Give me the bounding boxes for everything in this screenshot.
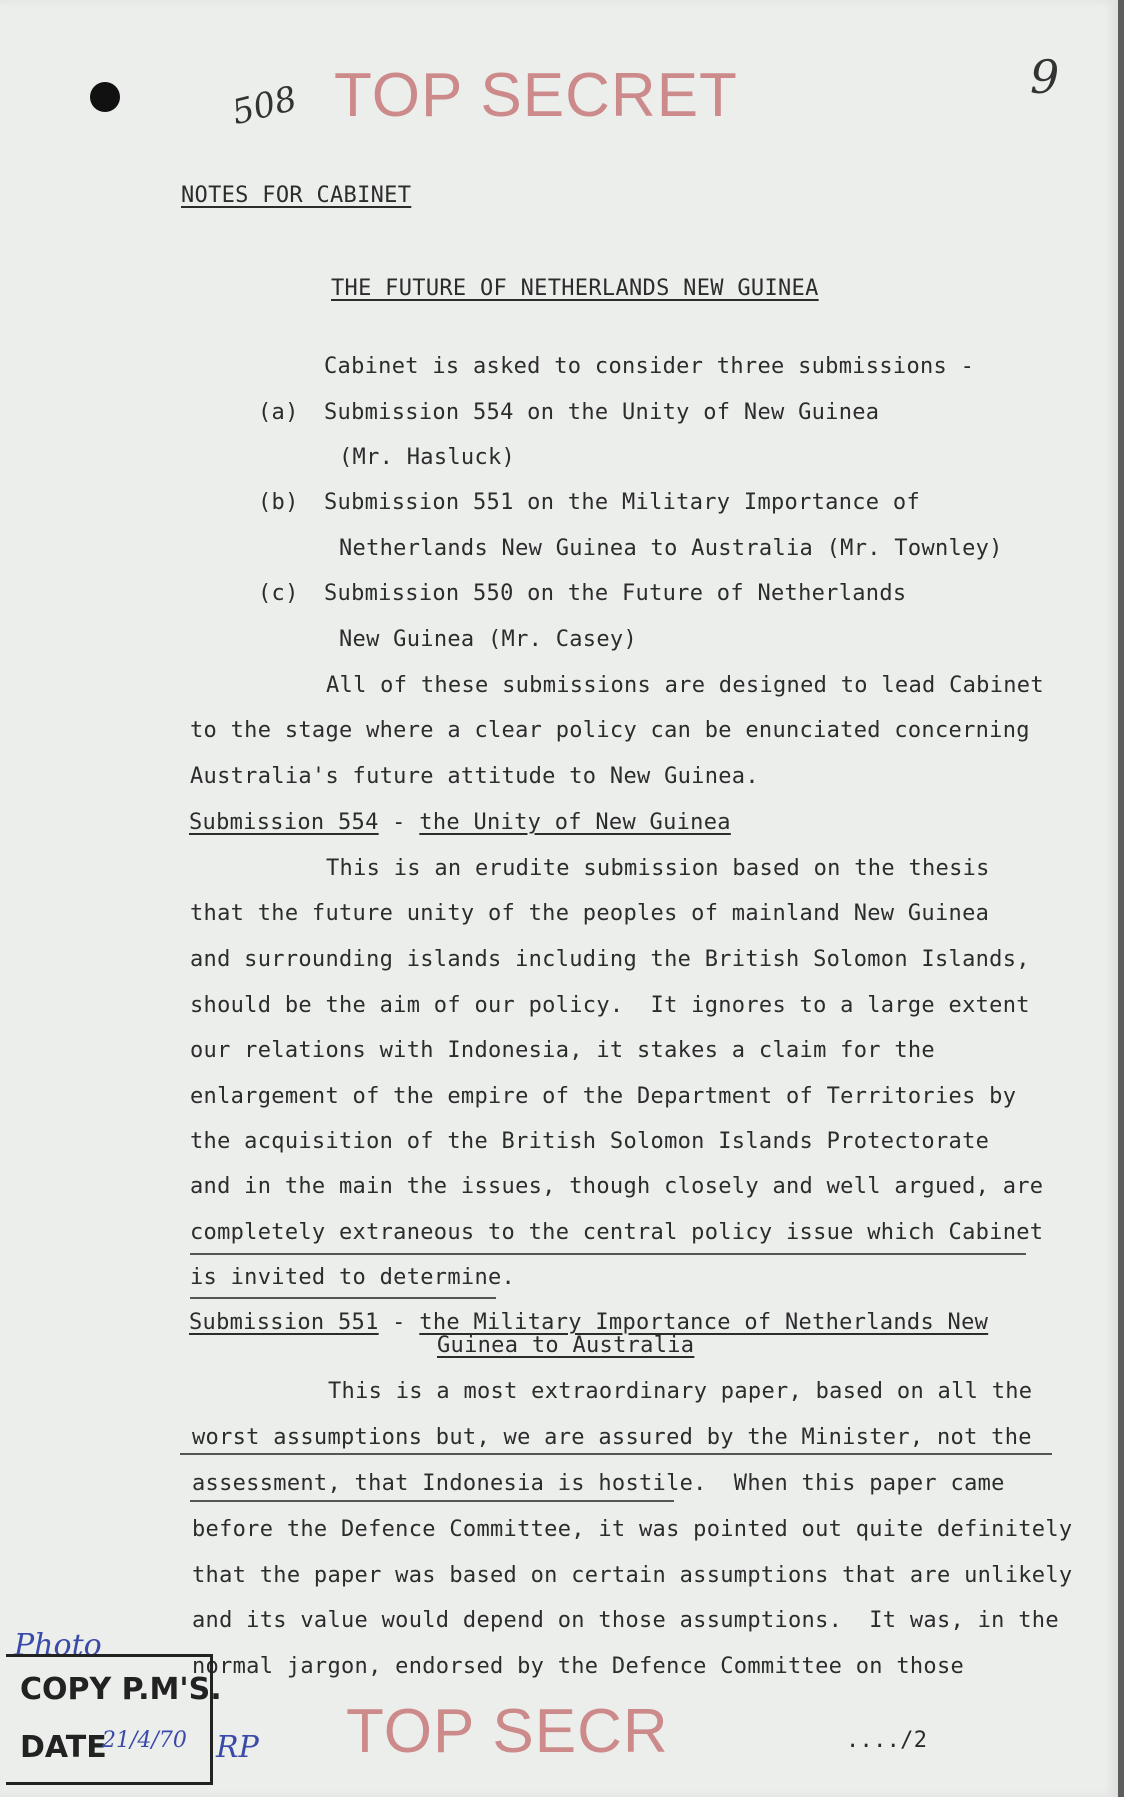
intro-line: Cabinet is asked to consider three submissions -	[324, 354, 975, 379]
pen-underline	[190, 1500, 674, 1502]
item-c-label: (c)	[258, 581, 299, 606]
section1-line: should be the aim of our policy. It ignores to a large extent	[190, 993, 1030, 1018]
section2-heading	[189, 1310, 988, 1335]
section1-line: is invited to determine.	[190, 1265, 516, 1290]
page-number: 9	[1030, 50, 1060, 104]
section2-heading-number: Submission 551	[189, 1310, 379, 1335]
section2-line: before the Defence Committee, it was pointed out quite definitely	[192, 1517, 1073, 1542]
section2-line: that the paper was based on certain assumptions that are unlikely	[192, 1563, 1073, 1588]
pen-underline	[190, 1253, 1026, 1255]
section2-line: This is a most extraordinary paper, based on all the	[328, 1379, 1033, 1404]
copy-stamp-line1: COPY P.M'S.	[20, 1672, 222, 1707]
section2-line: worst assumptions but, we are assured by the Minister, not the	[192, 1425, 1032, 1450]
continuation-marker: ..../2	[846, 1728, 928, 1753]
section2-line: normal jargon, endorsed by the Defence Committee on those	[192, 1654, 965, 1679]
section1-heading-title: the Unity of New Guinea	[419, 810, 731, 835]
section2-heading-continued: Guinea to Australia	[437, 1333, 695, 1358]
section1-line: completely extraneous to the central policy issue which Cabinet	[190, 1220, 1044, 1245]
section1-heading	[189, 810, 731, 835]
top-secret-stamp: TOP SECRET	[334, 61, 738, 130]
copy-stamp-line2: DATE	[20, 1730, 107, 1765]
photo-note: Photo	[14, 1628, 102, 1663]
notes-heading: NOTES FOR CABINET	[181, 183, 412, 208]
document-title: THE FUTURE OF NETHERLANDS NEW GUINEA	[331, 276, 819, 301]
summary-line: Australia's future attitude to New Guinea.	[190, 764, 759, 789]
handwritten-reference: 508	[228, 78, 301, 134]
section1-line: our relations with Indonesia, it stakes a claim for the	[190, 1038, 935, 1063]
section2-line: and its value would depend on those assumptions. It was, in the	[192, 1608, 1059, 1633]
section1-heading-number: Submission 554	[189, 810, 379, 835]
section1-line: and surrounding islands including the British Solomon Islands,	[190, 947, 1030, 972]
section1-line: the acquisition of the British Solomon Islands Protectorate	[190, 1129, 990, 1154]
section1-line: This is an erudite submission based on the thesis	[326, 856, 990, 881]
item-a-label: (a)	[258, 400, 299, 425]
item-b-label: (b)	[258, 490, 299, 515]
item-a-line1: Submission 554 on the Unity of New Guinea	[324, 400, 880, 425]
summary-line: to the stage where a clear policy can be enunciated concerning	[190, 718, 1030, 743]
section1-line: that the future unity of the peoples of mainland New Guinea	[190, 901, 990, 926]
punch-hole	[90, 82, 120, 112]
top-secret-stamp-bottom: TOP SECR	[346, 1697, 669, 1766]
section2-line: assessment, that Indonesia is hostile. When this paper came	[192, 1471, 1005, 1496]
item-a-line2: (Mr. Hasluck)	[339, 445, 516, 470]
item-c-line1: Submission 550 on the Future of Netherlands	[324, 581, 907, 606]
section2-heading-separator: -	[378, 1310, 420, 1335]
section1-line: enlargement of the empire of the Department of Territories by	[190, 1084, 1017, 1109]
item-c-line2: New Guinea (Mr. Casey)	[339, 627, 637, 652]
copy-stamp-initials: RP	[216, 1730, 259, 1765]
section2-heading-title: the Military Importance of Netherlands New	[419, 1310, 989, 1335]
item-b-line1: Submission 551 on the Military Importance of	[324, 490, 920, 515]
summary-line: All of these submissions are designed to lead Cabinet	[326, 673, 1044, 698]
pen-underline	[190, 1297, 496, 1299]
item-b-line2: Netherlands New Guinea to Australia (Mr. Townley)	[339, 536, 1003, 561]
section1-line: and in the main the issues, though closely and well argued, are	[190, 1174, 1044, 1199]
copy-stamp-date: 21/4/70	[102, 1728, 187, 1753]
pen-underline	[180, 1453, 1052, 1455]
section1-heading-separator: -	[378, 810, 420, 835]
